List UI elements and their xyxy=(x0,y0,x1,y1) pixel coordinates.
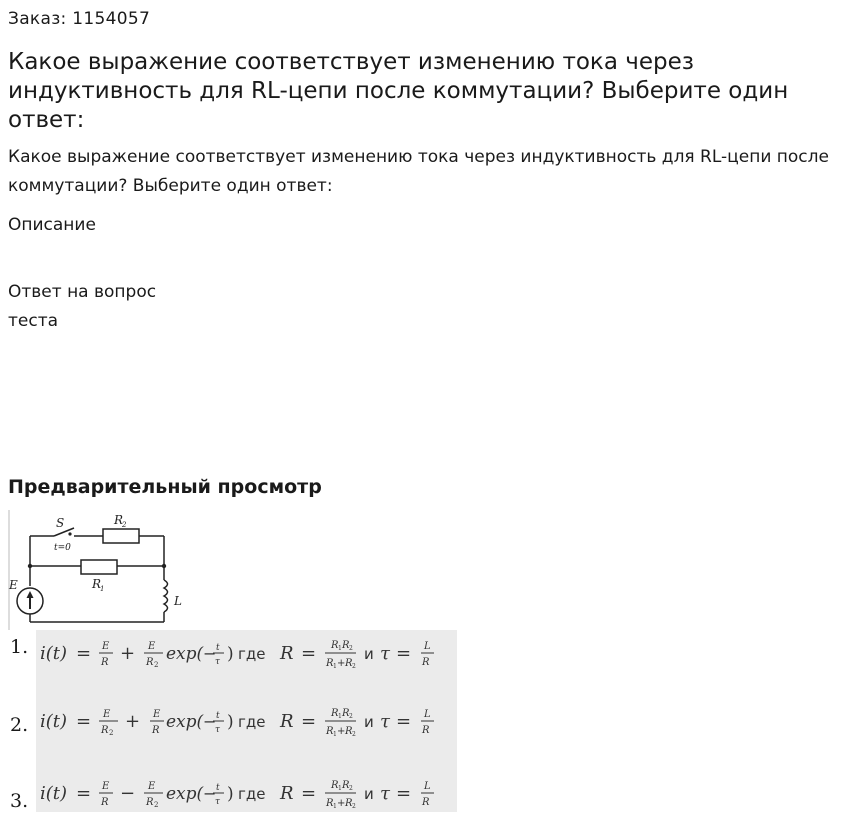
svg-text:2: 2 xyxy=(154,661,159,669)
svg-text:2: 2 xyxy=(349,713,353,720)
r2-subscript: 2 xyxy=(122,521,127,529)
svg-text:1: 1 xyxy=(338,785,342,792)
svg-text:τ: τ xyxy=(215,657,220,667)
svg-text:R: R xyxy=(345,798,353,809)
svg-text:−: − xyxy=(120,783,136,804)
svg-text:R: R xyxy=(422,657,430,668)
svg-text:=: = xyxy=(76,783,92,804)
svg-text:2: 2 xyxy=(154,801,159,809)
svg-text:R: R xyxy=(342,780,350,791)
svg-text:L: L xyxy=(424,709,431,720)
svg-text:+: + xyxy=(120,643,136,664)
word-i: и xyxy=(364,785,374,803)
svg-text:1: 1 xyxy=(333,803,337,810)
svg-text:1: 1 xyxy=(338,645,342,652)
svg-text:=: = xyxy=(76,643,92,664)
svg-text:R: R xyxy=(280,643,294,664)
svg-text:t: t xyxy=(216,643,220,653)
svg-text:τ: τ xyxy=(215,725,220,735)
word-gde: где xyxy=(238,713,266,731)
svg-text:−: − xyxy=(203,644,217,663)
svg-text:R: R xyxy=(101,657,109,668)
svg-text:t: t xyxy=(216,783,220,793)
svg-text:L: L xyxy=(424,641,431,652)
svg-text:=: = xyxy=(396,643,412,664)
svg-text:R: R xyxy=(422,725,430,736)
switch-time-label: t=0 xyxy=(54,543,71,553)
svg-text:−: − xyxy=(203,712,217,731)
svg-text:t: t xyxy=(216,711,220,721)
svg-text:R: R xyxy=(326,726,334,737)
svg-text:2: 2 xyxy=(349,785,353,792)
svg-text:i(t): i(t) xyxy=(40,643,68,664)
svg-text:): ) xyxy=(227,712,234,732)
svg-text:2: 2 xyxy=(352,803,356,810)
svg-text:2: 2 xyxy=(109,729,114,737)
svg-text:=: = xyxy=(301,783,317,804)
switch-label: S xyxy=(56,516,65,530)
svg-text:R: R xyxy=(342,640,350,651)
inductor-label: L xyxy=(174,594,182,608)
word-i: и xyxy=(364,713,374,731)
svg-text:2: 2 xyxy=(352,663,356,670)
r1-subscript: 1 xyxy=(100,585,105,593)
answer-option-3[interactable] xyxy=(0,772,470,822)
svg-text:R: R xyxy=(101,725,109,736)
svg-text:R: R xyxy=(326,658,334,669)
svg-text:1: 1 xyxy=(333,663,337,670)
option-number: 3. xyxy=(10,790,29,812)
formula-option-1 xyxy=(40,632,460,678)
question-title: Какое выражение соответствует изменению тока через индуктивность для RL-цепи после коммутации? Выберите один ответ: xyxy=(8,49,789,133)
svg-text:R: R xyxy=(331,780,339,791)
svg-text:L: L xyxy=(424,781,431,792)
option-number: 1. xyxy=(10,636,29,658)
source-label: E xyxy=(9,578,18,592)
svg-text:): ) xyxy=(227,784,234,804)
svg-text:=: = xyxy=(396,711,412,732)
answer-option-2[interactable] xyxy=(0,700,470,750)
svg-text:E: E xyxy=(148,781,156,792)
svg-text:R: R xyxy=(152,725,160,736)
svg-text:1: 1 xyxy=(338,713,342,720)
svg-text:i(t): i(t) xyxy=(40,783,68,804)
formula-option-3 xyxy=(40,772,460,818)
svg-text:R: R xyxy=(422,797,430,808)
svg-text:+: + xyxy=(337,658,346,669)
rl-circuit-diagram xyxy=(8,508,183,630)
svg-text:=: = xyxy=(301,711,317,732)
svg-text:τ: τ xyxy=(380,711,390,732)
svg-text:E: E xyxy=(148,641,156,652)
svg-text:R: R xyxy=(331,708,339,719)
svg-text:E: E xyxy=(102,781,110,792)
svg-text:R: R xyxy=(146,657,154,668)
svg-text:R: R xyxy=(326,798,334,809)
question-text: Какое выражение соответствует изменению тока через индуктивность для RL-цепи после коммутации? Выберите один ответ: xyxy=(8,147,829,196)
svg-text:1: 1 xyxy=(333,731,337,738)
preview-heading: Предварительный просмотр xyxy=(8,476,322,498)
svg-text:E: E xyxy=(102,641,110,652)
option-number: 2. xyxy=(10,714,29,736)
order-number: Заказ: 1154057 xyxy=(8,9,151,29)
answer-label: Ответ на вопрос теста xyxy=(8,282,157,331)
r1-label: R xyxy=(92,577,102,591)
svg-text:R: R xyxy=(342,708,350,719)
svg-text:2: 2 xyxy=(352,731,356,738)
description-label: Описание xyxy=(8,215,96,235)
answer-option-1[interactable] xyxy=(0,632,470,682)
svg-text:τ: τ xyxy=(215,797,220,807)
word-gde: где xyxy=(238,785,266,803)
svg-text:exp(: exp( xyxy=(166,644,204,664)
svg-text:R: R xyxy=(345,726,353,737)
svg-text:): ) xyxy=(227,644,234,664)
svg-text:R: R xyxy=(331,640,339,651)
svg-text:τ: τ xyxy=(380,643,390,664)
svg-text:=: = xyxy=(301,643,317,664)
svg-text:E: E xyxy=(103,709,111,720)
svg-text:E: E xyxy=(153,709,161,720)
r2-label: R xyxy=(114,513,124,527)
svg-text:R: R xyxy=(280,711,294,732)
svg-text:R: R xyxy=(101,797,109,808)
svg-text:=: = xyxy=(76,711,92,732)
word-i: и xyxy=(364,645,374,663)
svg-text:2: 2 xyxy=(349,645,353,652)
svg-text:i(t): i(t) xyxy=(40,711,68,732)
svg-text:−: − xyxy=(203,784,217,803)
svg-text:τ: τ xyxy=(380,783,390,804)
svg-text:R: R xyxy=(345,658,353,669)
word-gde: где xyxy=(238,645,266,663)
svg-text:R: R xyxy=(280,783,294,804)
svg-text:+: + xyxy=(337,726,346,737)
svg-text:exp(: exp( xyxy=(166,712,204,732)
svg-text:+: + xyxy=(337,798,346,809)
svg-text:R: R xyxy=(146,797,154,808)
svg-text:=: = xyxy=(396,783,412,804)
svg-text:exp(: exp( xyxy=(166,784,204,804)
svg-text:+: + xyxy=(125,711,141,732)
formula-option-2 xyxy=(40,700,460,746)
